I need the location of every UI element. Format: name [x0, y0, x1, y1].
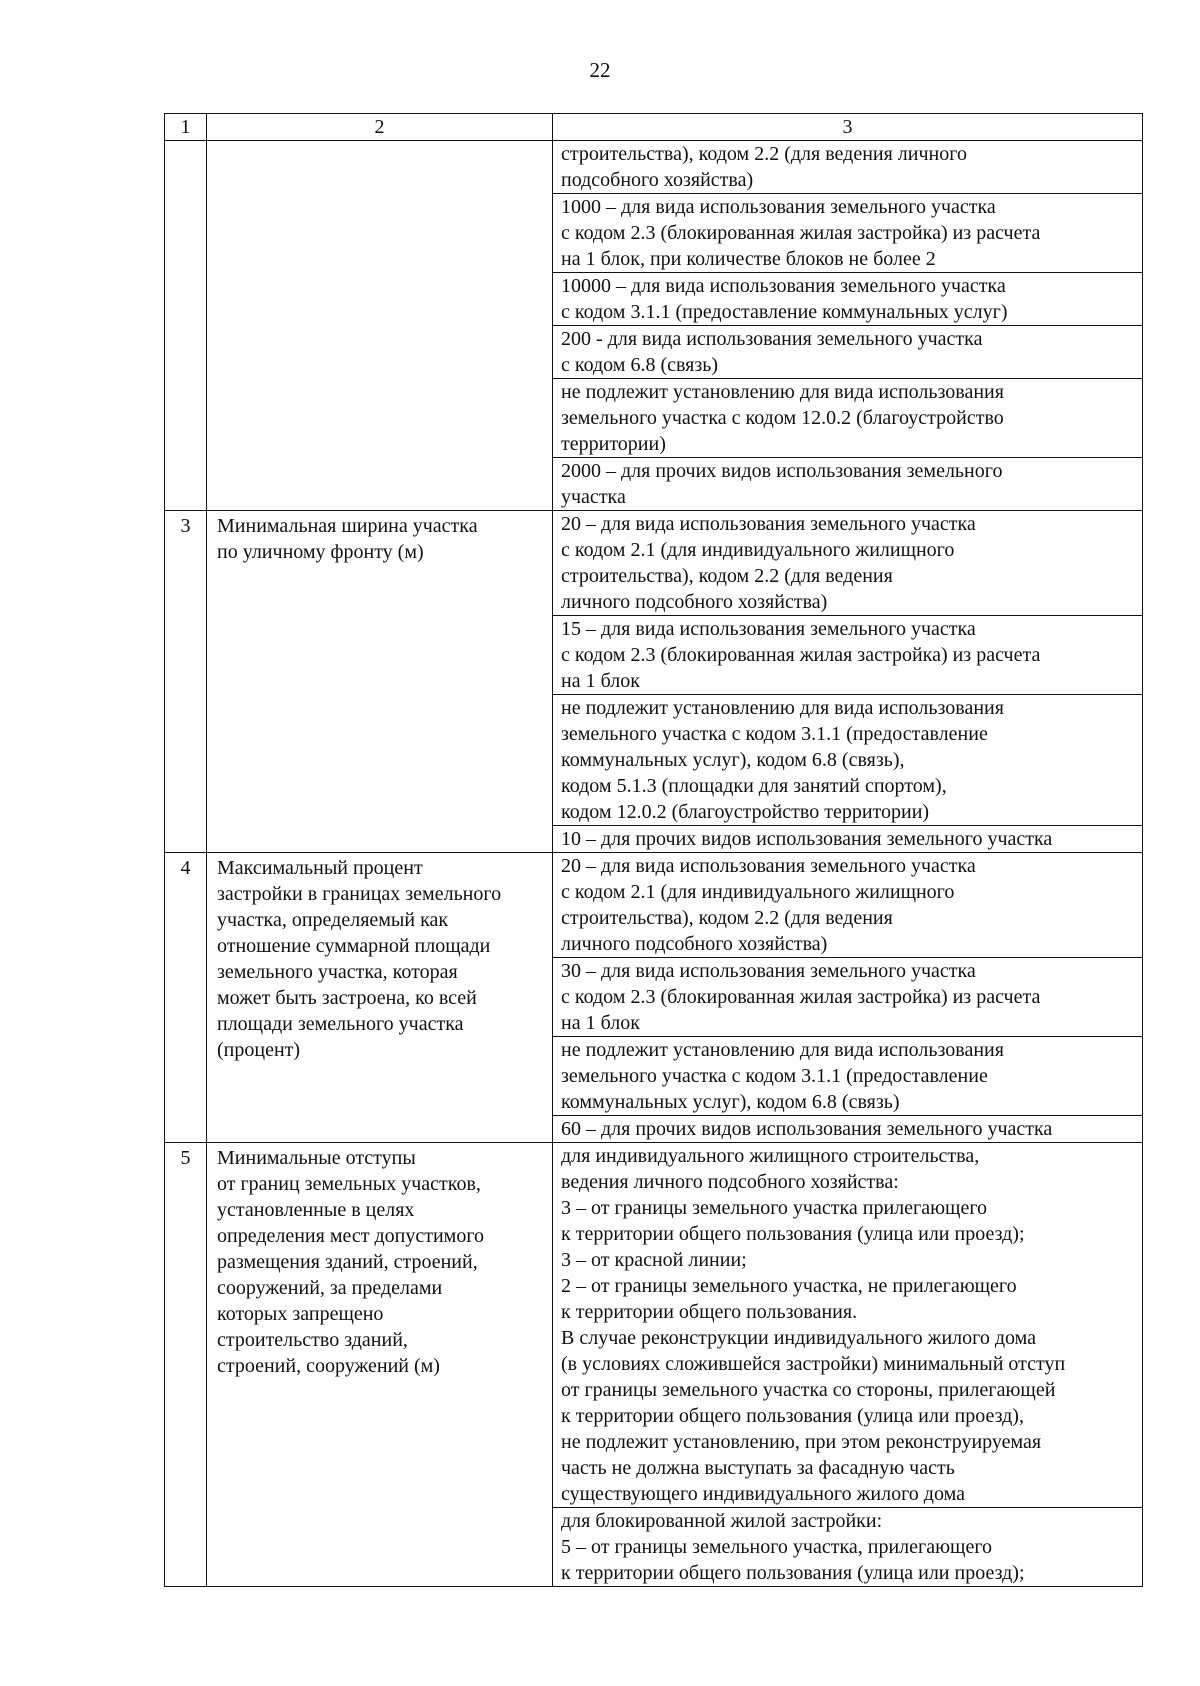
row-number: 4 [165, 853, 207, 1143]
header-col-1: 1 [165, 114, 207, 141]
value-cell: 20 – для вида использования земельного участка с кодом 2.1 (для индивидуального жилищного строительства), кодом 2.2 (для ведения личного подсобного хозяйства) [553, 511, 1143, 616]
value-cell: не подлежит установлению для вида использования земельного участка с кодом 3.1.1 (предоставление коммунальных услуг), кодом 6.8 (связь), кодом 5.1.3 (площадки для занятий спортом), кодом 12.0.2 (благоустройство территории) [553, 695, 1143, 826]
row-number: 3 [165, 511, 207, 853]
value-cell: строительства), кодом 2.2 (для ведения личного подсобного хозяйства) [553, 141, 1143, 194]
table-row [165, 1143, 1143, 1508]
header-col-2: 2 [207, 114, 553, 141]
value-cell: не подлежит установлению для вида использования земельного участка с кодом 3.1.1 (предоставление коммунальных услуг), кодом 6.8 (связь) [553, 1037, 1143, 1116]
row-number: 5 [165, 1143, 207, 1587]
parameter-name [207, 141, 553, 511]
table-row [165, 141, 1143, 194]
value-cell: 15 – для вида использования земельного участка с кодом 2.3 (блокированная жилая застройка) из расчета на 1 блок [553, 616, 1143, 695]
value-cell: 2000 – для прочих видов использования земельного участка [553, 458, 1143, 511]
value-cell: 60 – для прочих видов использования земельного участка [553, 1116, 1143, 1143]
value-cell: 10000 – для вида использования земельного участка с кодом 3.1.1 (предоставление коммунальных услуг) [553, 273, 1143, 326]
regulations-table [164, 113, 1143, 1587]
parameter-name: Максимальный процент застройки в границах земельного участка, определяемый как отношение суммарной площади земельного участка, которая может быть застроена, ко всей площади земельного участка (процент) [207, 853, 553, 1143]
value-cell: для блокированной жилой застройки: 5 – от границы земельного участка, прилегающего к территории общего пользования (улица или проезд); [553, 1508, 1143, 1587]
value-cell: 20 – для вида использования земельного участка с кодом 2.1 (для индивидуального жилищного строительства), кодом 2.2 (для ведения личного подсобного хозяйства) [553, 853, 1143, 958]
value-cell: для индивидуального жилищного строительства, ведения личного подсобного хозяйства: 3 – от границы земельного участка прилегающего к территории общего пользования (улица или проезд); 3 – от красной линии; 2 – от границы земельного участка, не прилегающего к территории общего пользования. В случае реконструкции индивидуального жилого дома (в условиях сложившейся застройки) минимальный отступ от границы земельного участка со стороны, прилегающей к территории общего пользования (улица или проезд), не подлежит установлению, при этом реконструируемая часть не должна выступать за фасадную часть существующего индивидуального жилого дома [553, 1143, 1143, 1508]
table-header-row [165, 114, 1143, 141]
value-cell: 200 - для вида использования земельного участка с кодом 6.8 (связь) [553, 326, 1143, 379]
page-number: 22 [589, 58, 611, 82]
value-cell: 1000 – для вида использования земельного участка с кодом 2.3 (блокированная жилая застройка) из расчета на 1 блок, при количестве блоков не более 2 [553, 194, 1143, 273]
header-col-3: 3 [553, 114, 1143, 141]
value-cell: 30 – для вида использования земельного участка с кодом 2.3 (блокированная жилая застройка) из расчета на 1 блок [553, 958, 1143, 1037]
row-number [165, 141, 207, 511]
table-row [165, 853, 1143, 958]
value-cell: 10 – для прочих видов использования земельного участка [553, 826, 1143, 853]
value-cell: не подлежит установлению для вида использования земельного участка с кодом 12.0.2 (благоустройство территории) [553, 379, 1143, 458]
table-row [165, 511, 1143, 616]
parameter-name: Минимальные отступы от границ земельных участков, установленные в целях определения мест допустимого размещения зданий, строений, сооружений, за пределами которых запрещено строительство зданий, строений, сооружений (м) [207, 1143, 553, 1587]
parameter-name: Минимальная ширина участка по уличному фронту (м) [207, 511, 553, 853]
